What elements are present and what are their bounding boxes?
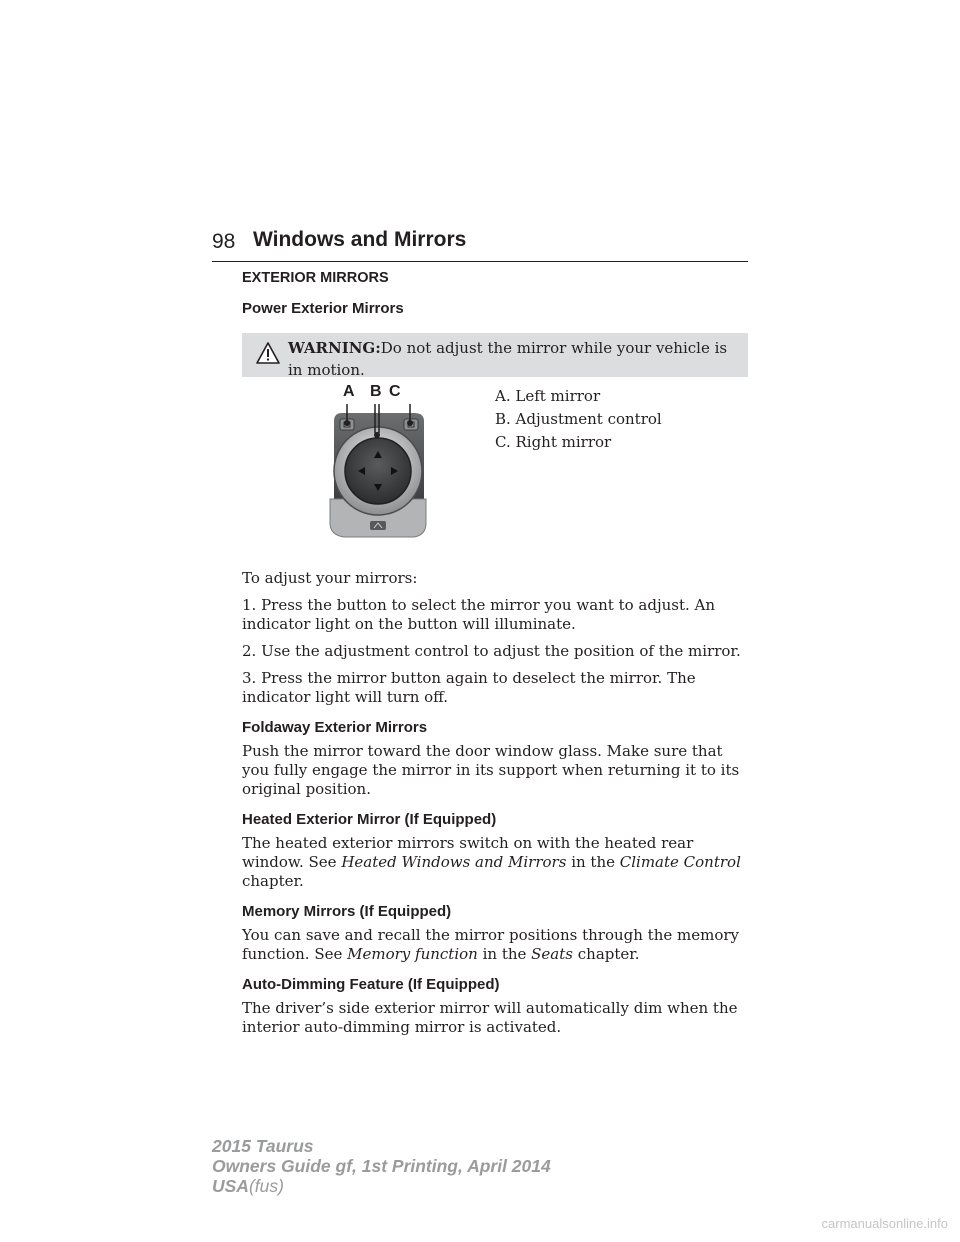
heated-ref-link: Heated Windows and Mirrors	[341, 853, 567, 871]
climate-control-ref: Climate Control	[619, 853, 741, 871]
heated-text-2: in the	[566, 853, 620, 871]
page-content	[242, 270, 748, 1045]
heated-heading: Heated Exterior Mirror (If Equipped)	[242, 811, 497, 828]
figure-label-b: B	[370, 383, 382, 400]
warning-label: WARNING:	[288, 339, 381, 357]
heated-text-1: The heated exterior mirrors switch on with the heated rear window. See	[242, 834, 694, 871]
step-1: 1. Press the button to select the mirror you want to adjust. An indicator light on the button will illuminate.	[242, 596, 716, 633]
figure-callouts	[495, 387, 662, 456]
watermark: carmanualsonline.info	[821, 1216, 948, 1231]
footer-market-name: USA	[212, 1176, 249, 1196]
footer-guide: Owners Guide gf, 1st Printing, April 2014	[212, 1156, 551, 1176]
footer-market-code: (fus)	[248, 1176, 284, 1196]
memory-function-ref: Memory function	[347, 945, 478, 963]
warning-text	[288, 337, 738, 381]
heated-text-3: chapter.	[242, 872, 304, 890]
page-header	[212, 228, 748, 262]
memory-text-3: chapter.	[572, 945, 640, 963]
mirror-control-illustration	[322, 383, 434, 553]
power-mirrors-heading: Power Exterior Mirrors	[242, 300, 404, 317]
callout-c: C. Right mirror	[495, 433, 612, 451]
page-number: 98	[212, 230, 236, 253]
callout-a: A. Left mirror	[495, 387, 601, 405]
step-2: 2. Use the adjustment control to adjust the position of the mirror.	[242, 642, 741, 660]
foldaway-heading: Foldaway Exterior Mirrors	[242, 719, 428, 736]
figure-label-a: A	[343, 383, 355, 400]
heated-text	[242, 834, 748, 891]
auto-dimming-text: The driver’s side exterior mirror will automatically dim when the interior auto-dimming mirror is activated.	[242, 999, 738, 1036]
memory-text-1: You can save and recall the mirror positions through the memory function. See	[242, 926, 740, 963]
section-title: EXTERIOR MIRRORS	[242, 270, 389, 286]
mirror-control-figure	[322, 383, 434, 553]
footer-model: 2015 Taurus	[212, 1136, 314, 1156]
adjust-intro: To adjust your mirrors:	[242, 569, 418, 587]
callout-b: B. Adjustment control	[495, 410, 662, 428]
memory-heading: Memory Mirrors (If Equipped)	[242, 903, 452, 920]
warning-message: Do not adjust the mirror while your vehicle is in motion.	[288, 339, 728, 379]
figure-row	[242, 383, 748, 559]
step-3: 3. Press the mirror button again to deselect the mirror. The indicator light will turn off.	[242, 669, 696, 706]
foldaway-text: Push the mirror toward the door window glass. Make sure that you fully engage the mirror in its support when returning it to its original position.	[242, 742, 740, 798]
memory-text-2: in the	[477, 945, 532, 963]
auto-dimming-heading: Auto-Dimming Feature (If Equipped)	[242, 976, 500, 993]
chapter-title: Windows and Mirrors	[253, 228, 467, 251]
page-footer	[212, 1136, 551, 1196]
seats-ref: Seats	[531, 945, 573, 963]
warning-box	[242, 333, 748, 377]
warning-triangle-icon	[256, 342, 280, 368]
figure-label-c: C	[389, 383, 401, 400]
footer-market	[212, 1176, 551, 1196]
memory-text	[242, 926, 748, 964]
